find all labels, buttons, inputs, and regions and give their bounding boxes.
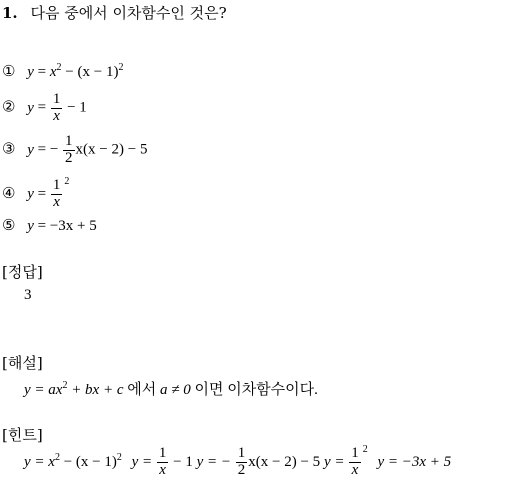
- option-rest: x(x − 2) − 5: [75, 141, 148, 158]
- hint-fraction-2: $\frac{1}{x}$: [158, 445, 167, 479]
- hint-fraction-4: $\frac{1}{x}$: [351, 445, 359, 479]
- option-4: [2, 176, 69, 211]
- option-marker: ①: [2, 64, 16, 80]
- explanation-mid: 에서: [123, 382, 160, 398]
- option-fraction: $\frac{1}{x}$: [52, 177, 61, 211]
- option-exp: 2: [64, 176, 70, 187]
- question-text: 다음 중에서 이차함수인 것은?: [30, 4, 227, 22]
- option-exp2: 2: [118, 62, 124, 73]
- option-rest: − 1: [67, 99, 87, 116]
- option-5: [2, 216, 97, 235]
- option-paren: (x − 1): [77, 64, 119, 80]
- option-eq: =: [37, 218, 47, 234]
- option-lhs: y: [27, 186, 34, 202]
- answer-label: [정답]: [2, 263, 43, 281]
- hint-expr-2b: − 1: [173, 454, 193, 470]
- explanation-cond: a ≠ 0: [159, 382, 191, 398]
- option-marker: ⑤: [2, 218, 16, 234]
- hint-expr-5: y = −3x + 5: [377, 454, 452, 470]
- option-lhs: y: [27, 99, 34, 116]
- option-lhs: y: [27, 64, 34, 80]
- option-eq: =: [37, 186, 47, 202]
- hint-text: $y = x^2 - (x - 1)^2$ y = $\frac{1}{x}$ − 1 y = − $\frac{1}{2}$ x(x − 2) − 5 y = $\frac{1}{x}$ $^2$ y = −3x + 5: [24, 444, 452, 479]
- hint-label: [힌트]: [2, 426, 43, 444]
- option-marker: ③: [2, 141, 16, 158]
- option-1: [2, 62, 123, 81]
- answer-value: 3: [24, 287, 32, 303]
- option-3: [2, 134, 147, 167]
- option-minus: −: [65, 64, 74, 80]
- option-marker: ②: [2, 99, 16, 116]
- option-exp: 2: [56, 62, 62, 73]
- option-fraction: $\frac{1}{2}$: [65, 133, 73, 166]
- hint-fraction-3: $\frac{1}{2}$: [237, 445, 246, 479]
- option-eq: =: [37, 64, 47, 80]
- hint-expr-1b: − (x − 1): [59, 454, 117, 470]
- explanation-text: [24, 378, 318, 399]
- explanation-expr: y = ax: [24, 382, 63, 398]
- option-var: x: [49, 64, 57, 80]
- explanation-tail: 이면 이차함수이다.: [190, 382, 318, 398]
- option-marker: ④: [2, 186, 16, 202]
- hint-expr-4: y =: [323, 454, 345, 470]
- hint-expr-2: y =: [131, 454, 153, 470]
- option-lhs: y: [27, 141, 34, 158]
- hint-expr-3: y = −: [196, 454, 232, 470]
- option-eq: = −: [37, 141, 59, 158]
- hint-expr-3b: x(x − 2) − 5: [248, 454, 321, 470]
- option-fraction: $\frac{1}{x}$: [52, 91, 61, 124]
- explanation-expr-end: + bx + c: [67, 382, 124, 398]
- question-number: 1.: [2, 4, 18, 22]
- explanation-exp: 2: [62, 380, 68, 391]
- option-lhs: y: [27, 218, 34, 234]
- hint-expr-1: y = x: [24, 454, 55, 470]
- explanation-label: [해설]: [2, 354, 43, 372]
- question-line: [2, 2, 227, 23]
- option-2: [2, 92, 87, 125]
- option-rest: −3x + 5: [49, 218, 97, 234]
- option-eq: =: [37, 99, 47, 116]
